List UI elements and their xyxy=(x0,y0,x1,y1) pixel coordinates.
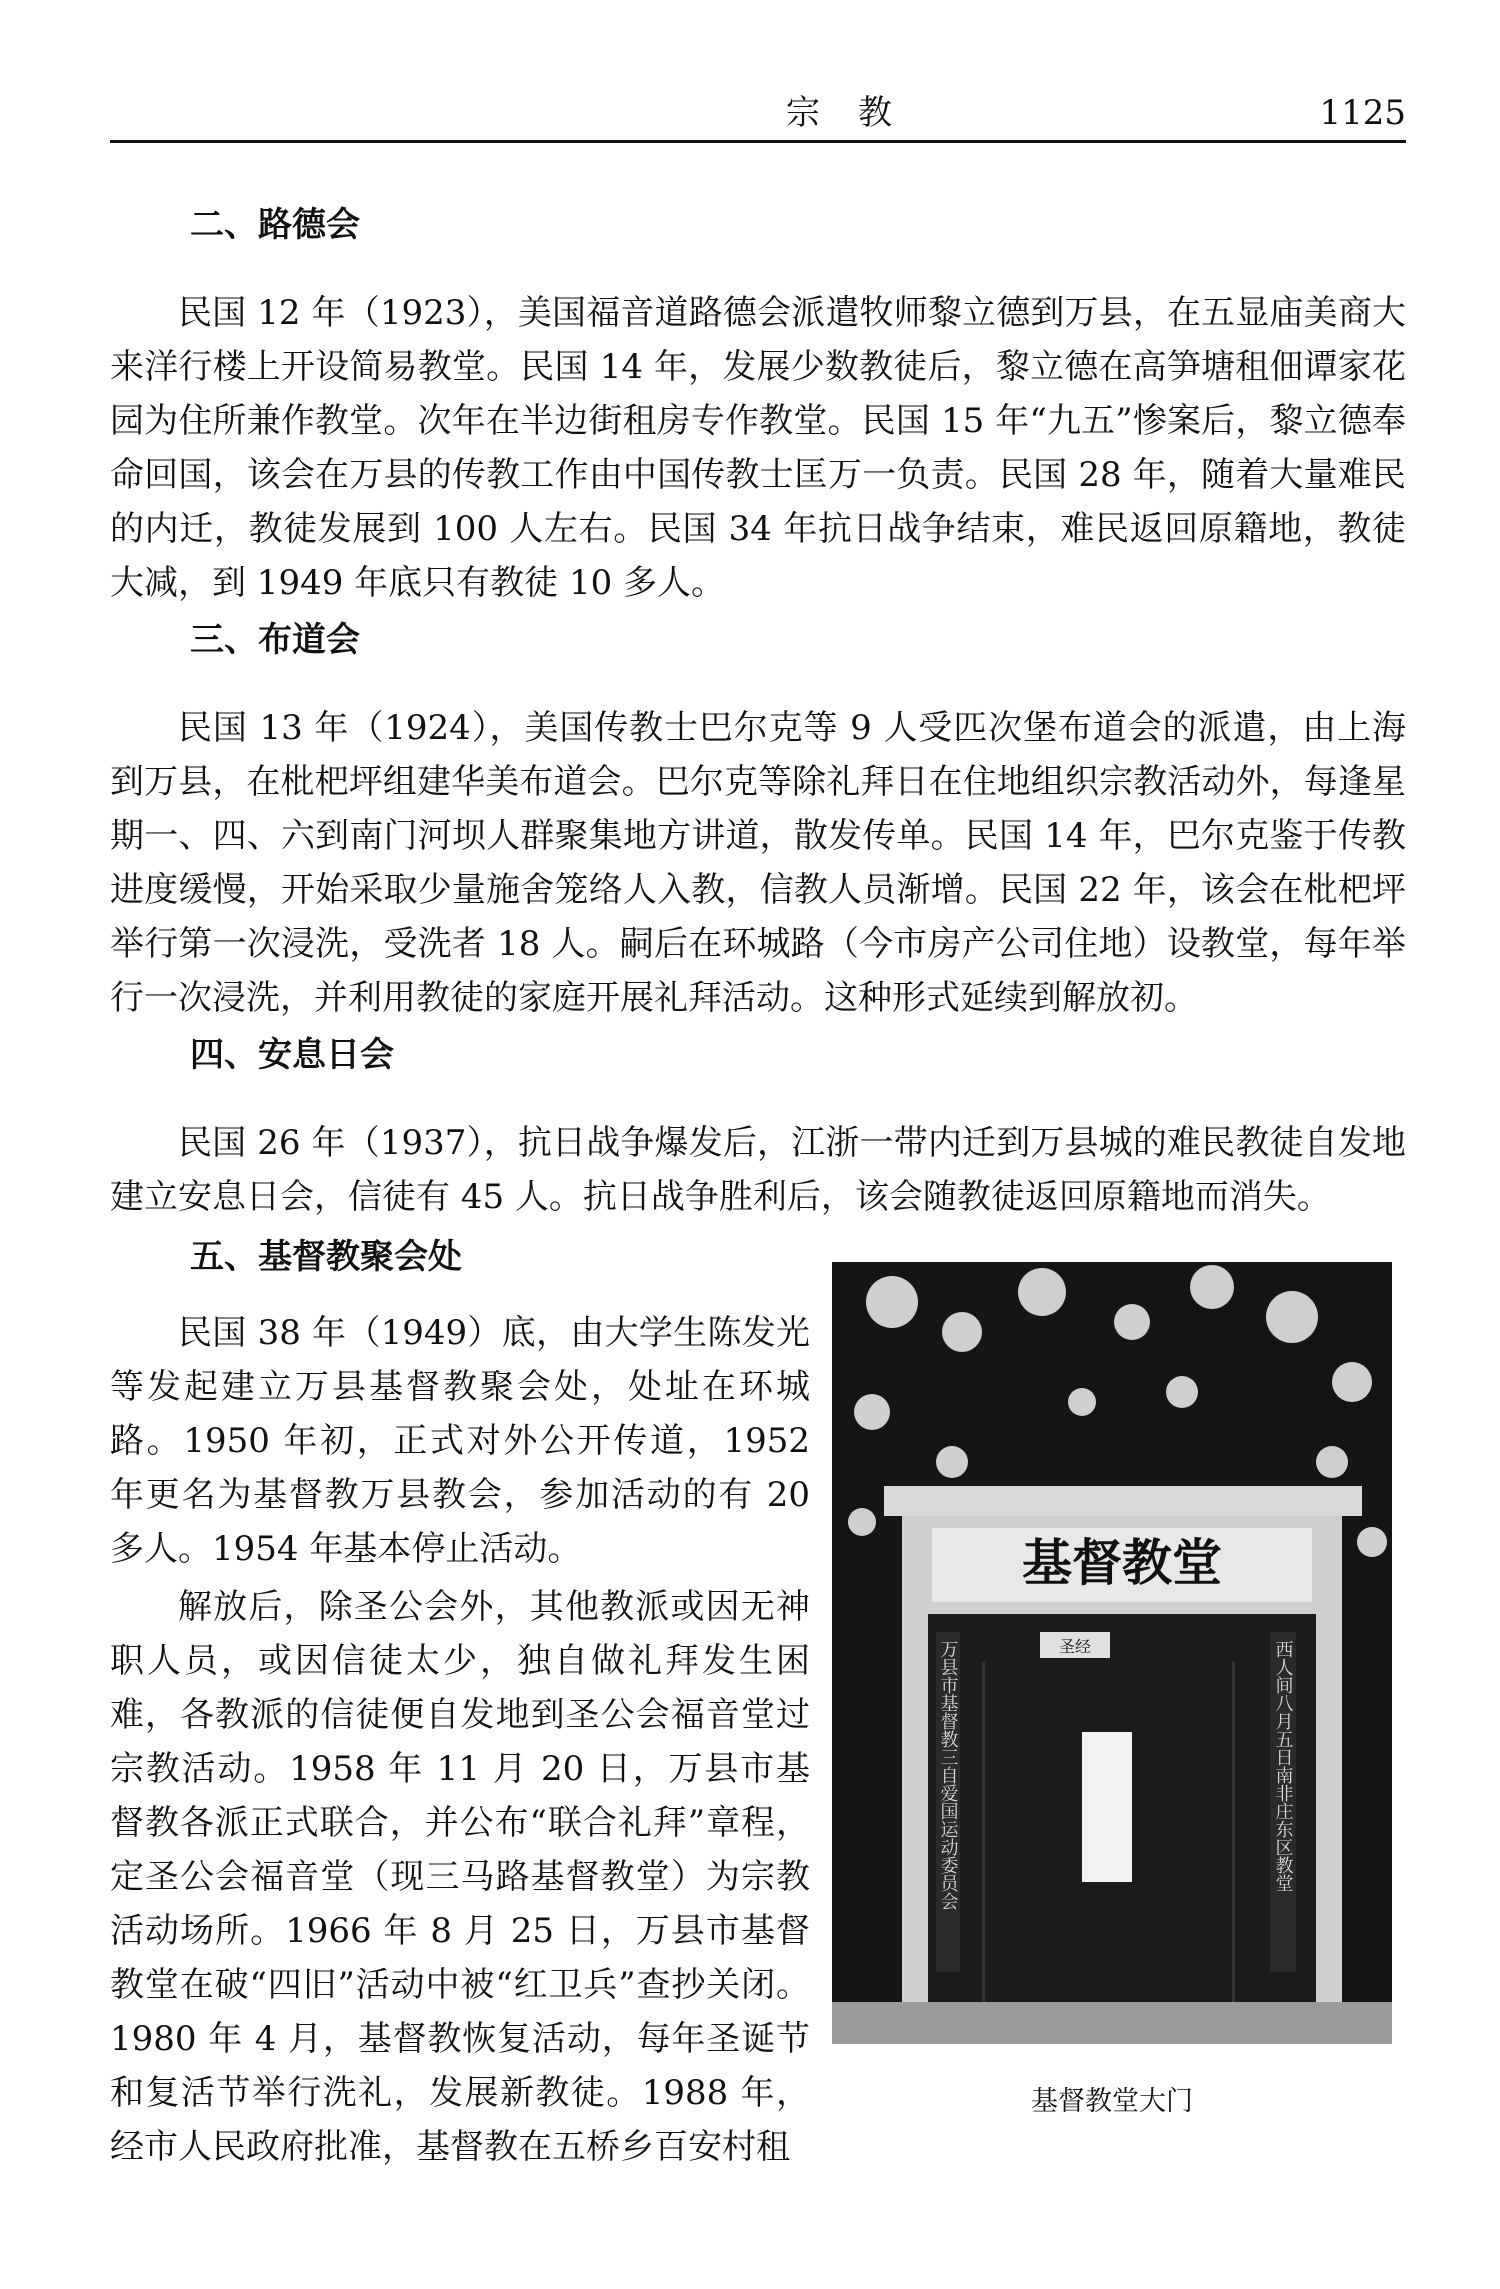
page-number: 1125 xyxy=(1319,93,1406,133)
door-notice xyxy=(1082,1732,1132,1882)
section-paragraph: 民国 12 年（1923），美国福音道路德会派遣牧师黎立德到万县，在五显庙美商大来洋行楼上开设简易教堂。民国 14 年，发展少数教徒后，黎立德在高笋塘租佃谭家花园为住所兼作教堂。次年在半边街租房专作教堂。民国 15 年“九五”惨案后，黎立德奉命回国，该会在万县的传教工作由中国传教士匡万一负责。民国 28 年，随着大量难民的内迁，教徒发展到 100 人左右。民国 34 年抗日战争结束，难民返回原籍地，教徒大减，到 1949 年底只有教徒 10 多人。 xyxy=(110,293,1406,603)
section-heading: 四、安息日会 xyxy=(190,1035,394,1075)
left-banner-text: 万县市基督教三自爱国运动委员会 xyxy=(937,1640,959,1910)
door-seam-right xyxy=(1232,1662,1235,2042)
running-head-section-title: 宗教 xyxy=(786,93,930,133)
section-heading: 三、布道会 xyxy=(190,620,360,660)
section-heading: 二、路德会 xyxy=(190,205,360,245)
section-lutheran xyxy=(110,200,1406,610)
section-paragraph: 民国 38 年（1949）底，由大学生陈发光等发起建立万县基督教聚会处，处址在环城路。1950 年初，正式对外公开传道，1952 年更名为基督教万县教会，参加活动的有 20 多人。1954 年基本停止活动。 xyxy=(110,1313,810,1569)
arch-cornice xyxy=(884,1486,1362,1516)
photo-caption: 基督教堂大门 xyxy=(1031,2086,1193,2117)
section-heading: 五、基督教聚会处 xyxy=(190,1237,462,1277)
small-plaque-text: 圣经 xyxy=(1058,1637,1092,1656)
header-rule xyxy=(110,140,1406,143)
section-paragraph: 民国 13 年（1924），美国传教士巴尔克等 9 人受匹次堡布道会的派遣，由上海到万县，在枇杷坪组建华美布道会。巴尔克等除礼拜日在住地组织宗教活动外，每逢星期一、四、六到南门河坝人群聚集地方讲道，散发传单。民国 14 年，巴尔克鉴于传教进度缓慢，开始采取少量施舍笼络人入教，信教人员渐增。民国 22 年，该会在枇杷坪举行第一次浸洗，受洗者 18 人。嗣后在环城路（今市房产公司住地）设教堂，每年举行一次浸洗，并利用教徒的家庭开展礼拜活动。这种形式延续到解放初。 xyxy=(110,708,1406,1018)
church-gate-illustration xyxy=(832,1262,1392,2044)
running-head xyxy=(110,88,1406,144)
section-adventist xyxy=(110,1030,1406,1224)
section-paragraph: 民国 26 年（1937），抗日战争爆发后，江浙一带内迁到万县城的难民教徒自发地建立安息日会，信徒有 45 人。抗日战争胜利后，该会随教徒返回原籍地而消失。 xyxy=(110,1123,1406,1217)
door-seam-left xyxy=(982,1662,985,2042)
section-assembly-hall xyxy=(110,1232,810,2174)
church-gate-photo xyxy=(832,1262,1392,2044)
ground xyxy=(832,2002,1392,2044)
right-banner-text: 西人间八月五日南非庄东区教堂 xyxy=(1272,1640,1294,1892)
section-mission xyxy=(110,615,1406,1025)
sign-text: 基督教堂 xyxy=(1022,1533,1222,1592)
section-paragraph: 解放后，除圣公会外，其他教派或因无神职人员，或因信徒太少，独自做礼拜发生困难，各教派的信徒便自发地到圣公会福音堂过宗教活动。1958 年 11 月 20 日，万县市基督教各派正式联合，并公布“联合礼拜”章程，定圣公会福音堂（现三马路基督教堂）为宗教活动场所。1966 年 8 月 25 日，万县市基督教堂在破“四旧”活动中被“红卫兵”查抄关闭。1980 年 4 月，基督教恢复活动，每年圣诞节和复活节举行洗礼，发展新教徒。1988 年，经市人民政府批准，基督教在五桥乡百安村租 xyxy=(110,1587,810,2167)
